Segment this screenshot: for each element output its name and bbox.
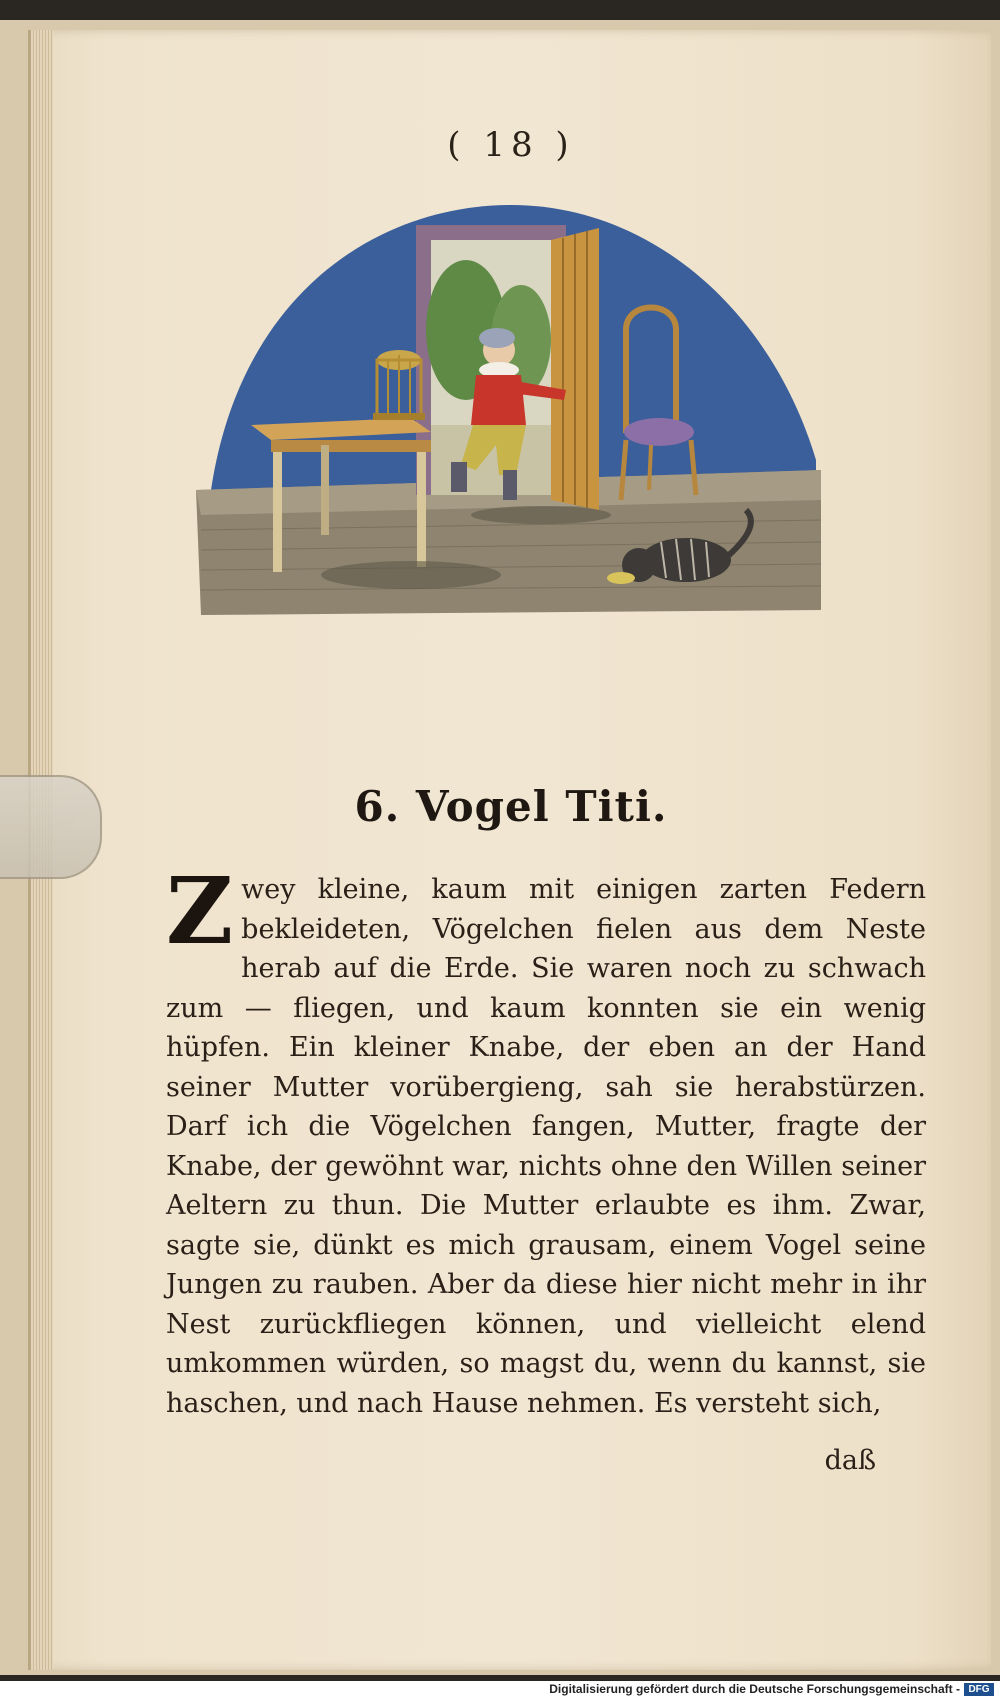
illustration-boy-door-cat bbox=[181, 170, 841, 630]
drop-cap: Z bbox=[166, 857, 234, 965]
chapter-heading: 6. Vogel Titi. bbox=[354, 782, 668, 831]
dfg-logo: DFG bbox=[964, 1683, 994, 1696]
bookmark-clip bbox=[0, 775, 102, 879]
body-paragraph bbox=[166, 857, 926, 1423]
catchword: daß bbox=[824, 1445, 876, 1476]
hand-colored-illustration bbox=[181, 170, 841, 630]
page-number: ( 18 ) bbox=[447, 125, 575, 165]
book-page bbox=[28, 30, 991, 1670]
funding-credit: Digitalisierung gefördert durch die Deutsche Forschungsgemeinschaft - bbox=[549, 1682, 960, 1696]
paragraph-text: wey kleine, kaum mit einigen zarten Federn bekleideten, Vögelchen fielen aus dem Neste herab auf die Erde. Sie waren noch zu schwach zum — fliegen, und kaum konnten sie ein wenig hüpfen. Ein kleiner Knabe, der eben an der Hand seiner Mutter vorübergieng, sah sie herabstürzen. Darf ich die Vögelchen fangen, Mutter, fragte der Knabe, der gewöhnt war, nichts ohne den Willen seiner Aeltern zu thun. Die Mutter erlaubte es ihm. Zwar, sagte sie, dünkt es mich grausam, einem Vogel seine Jungen zu rauben. Aber da diese hier nicht mehr in ihr Nest zurückfliegen können, und vielleicht elend umkommen würden, so magst du, wenn du kannst, sie haschen, und nach Hause nehmen. Es versteht sich, bbox=[166, 874, 926, 1419]
